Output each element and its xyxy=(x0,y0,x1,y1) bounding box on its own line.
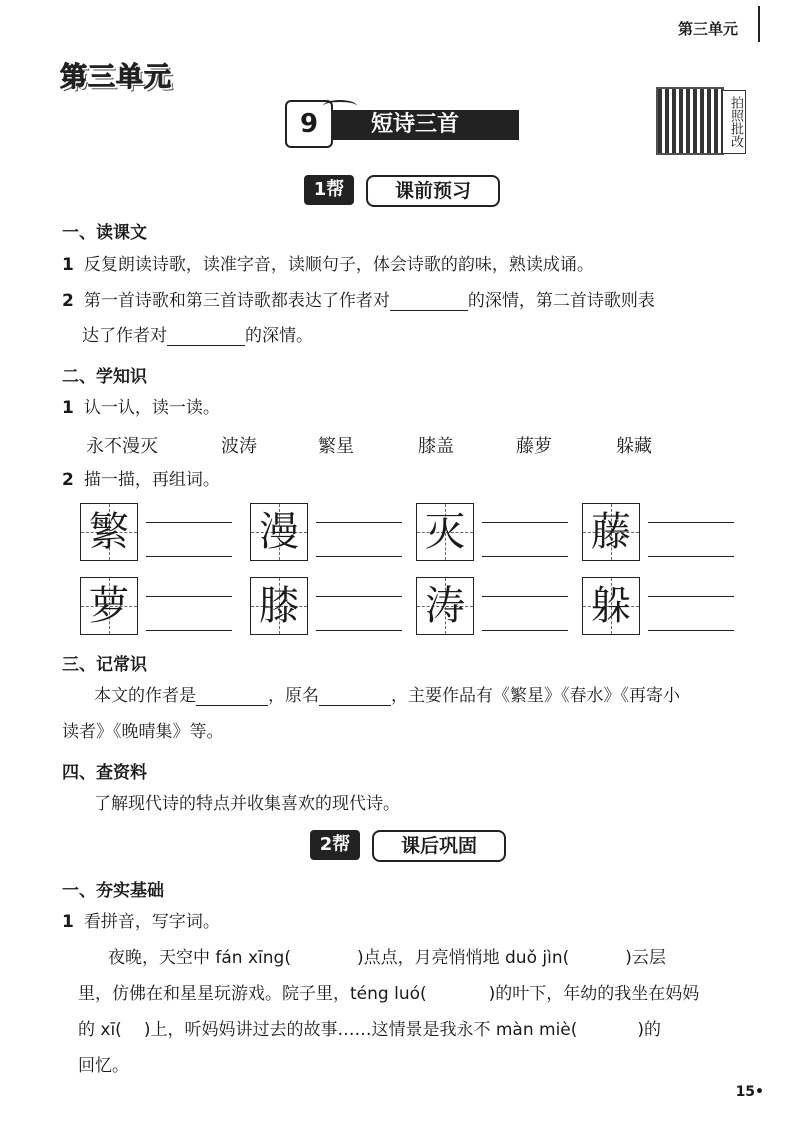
word: 繁星 xyxy=(318,436,354,457)
word-line[interactable] xyxy=(482,596,568,597)
pinyin-line-3: 的 xī( )上，听妈妈讲过去的故事……这情景是我永不 màn miè( )的 xyxy=(78,1020,662,1040)
tracing-cell[interactable]: 漫 xyxy=(250,503,308,561)
word-line[interactable] xyxy=(648,556,734,557)
word-line[interactable] xyxy=(482,556,568,557)
word-line[interactable] xyxy=(146,522,232,523)
knowledge-line-1: 本文的作者是 ，原名 ，主要作品有《繁星》《春水》《再寄小 xyxy=(94,686,680,706)
knowledge-line-2: 读者》《晚晴集》等。 xyxy=(62,722,224,742)
question-1-2: 2 第一首诗歌和第三首诗歌都表达了作者对 的深情，第二首诗歌则表 xyxy=(62,291,655,311)
word-line[interactable] xyxy=(316,596,402,597)
word-line[interactable] xyxy=(482,522,568,523)
question-2-2: 2 描一描，再组词。 xyxy=(62,470,220,490)
answer-blank[interactable] xyxy=(196,689,268,706)
word: 藤萝 xyxy=(516,436,552,457)
section-name: 课前预习 xyxy=(366,175,500,207)
question-1-2-cont: 达了作者对 的深情。 xyxy=(82,326,313,346)
section-header-review xyxy=(310,830,510,862)
question-1-1: 1 反复朗读诗歌，读准字音，读顺句子，体会诗歌的韵味，熟读成诵。 xyxy=(62,255,594,275)
tracing-cell[interactable]: 藤 xyxy=(582,503,640,561)
word-line[interactable] xyxy=(648,596,734,597)
section-tag: 1帮 xyxy=(304,175,354,205)
running-header: 第三单元 xyxy=(677,20,738,38)
word-line[interactable] xyxy=(648,522,734,523)
unit-title: 第三单元 xyxy=(60,62,172,93)
answer-blank[interactable] xyxy=(390,294,468,311)
word: 永不漫灭 xyxy=(86,436,158,457)
heading-research: 四、查资料 xyxy=(62,763,147,783)
word-line[interactable] xyxy=(316,630,402,631)
header-divider xyxy=(758,6,760,42)
word-line[interactable] xyxy=(146,630,232,631)
qr-label: 拍照批改 xyxy=(722,90,746,154)
qr-code-icon[interactable] xyxy=(656,87,724,155)
word-line[interactable] xyxy=(316,556,402,557)
section-header-preview xyxy=(304,175,504,207)
tracing-cell[interactable]: 躲 xyxy=(582,577,640,635)
word-line[interactable] xyxy=(316,522,402,523)
page-number: 15• xyxy=(735,1084,764,1100)
research-text: 了解现代诗的特点并收集喜欢的现代诗。 xyxy=(94,794,400,814)
word-line[interactable] xyxy=(482,630,568,631)
tracing-cell[interactable]: 萝 xyxy=(80,577,138,635)
lesson-banner xyxy=(285,100,525,146)
heading-learn: 二、学知识 xyxy=(62,367,147,387)
pinyin-line-1: 夜晚，天空中 fán xīng( )点点，月亮悄悄地 duǒ jìn( )云层 xyxy=(108,948,666,968)
tracing-cell[interactable]: 繁 xyxy=(80,503,138,561)
question-b-1: 1 看拼音，写字词。 xyxy=(62,912,220,932)
question-2-1: 1 认一认，读一读。 xyxy=(62,398,220,418)
lesson-title: 短诗三首 xyxy=(331,110,519,140)
word: 波涛 xyxy=(221,436,257,457)
tracing-cell[interactable]: 膝 xyxy=(250,577,308,635)
heading-basics: 一、夯实基础 xyxy=(62,881,164,901)
word-line[interactable] xyxy=(648,630,734,631)
tracing-cell[interactable]: 灭 xyxy=(416,503,474,561)
section-tag: 2帮 xyxy=(310,830,360,860)
heading-knowledge: 三、记常识 xyxy=(62,655,147,675)
section-name: 课后巩固 xyxy=(372,830,506,862)
word-line[interactable] xyxy=(146,556,232,557)
pinyin-line-2: 里，仿佛在和星星玩游戏。院子里，téng luó( )的叶下，年幼的我坐在妈妈 xyxy=(78,984,700,1004)
pinyin-line-4: 回忆。 xyxy=(78,1056,129,1076)
heading-read-text: 一、读课文 xyxy=(62,223,147,243)
word-line[interactable] xyxy=(146,596,232,597)
answer-blank[interactable] xyxy=(319,689,391,706)
lesson-number: 9 xyxy=(285,100,333,148)
word: 躲藏 xyxy=(616,436,652,457)
word: 膝盖 xyxy=(418,436,454,457)
tracing-cell[interactable]: 涛 xyxy=(416,577,474,635)
answer-blank[interactable] xyxy=(167,329,245,346)
